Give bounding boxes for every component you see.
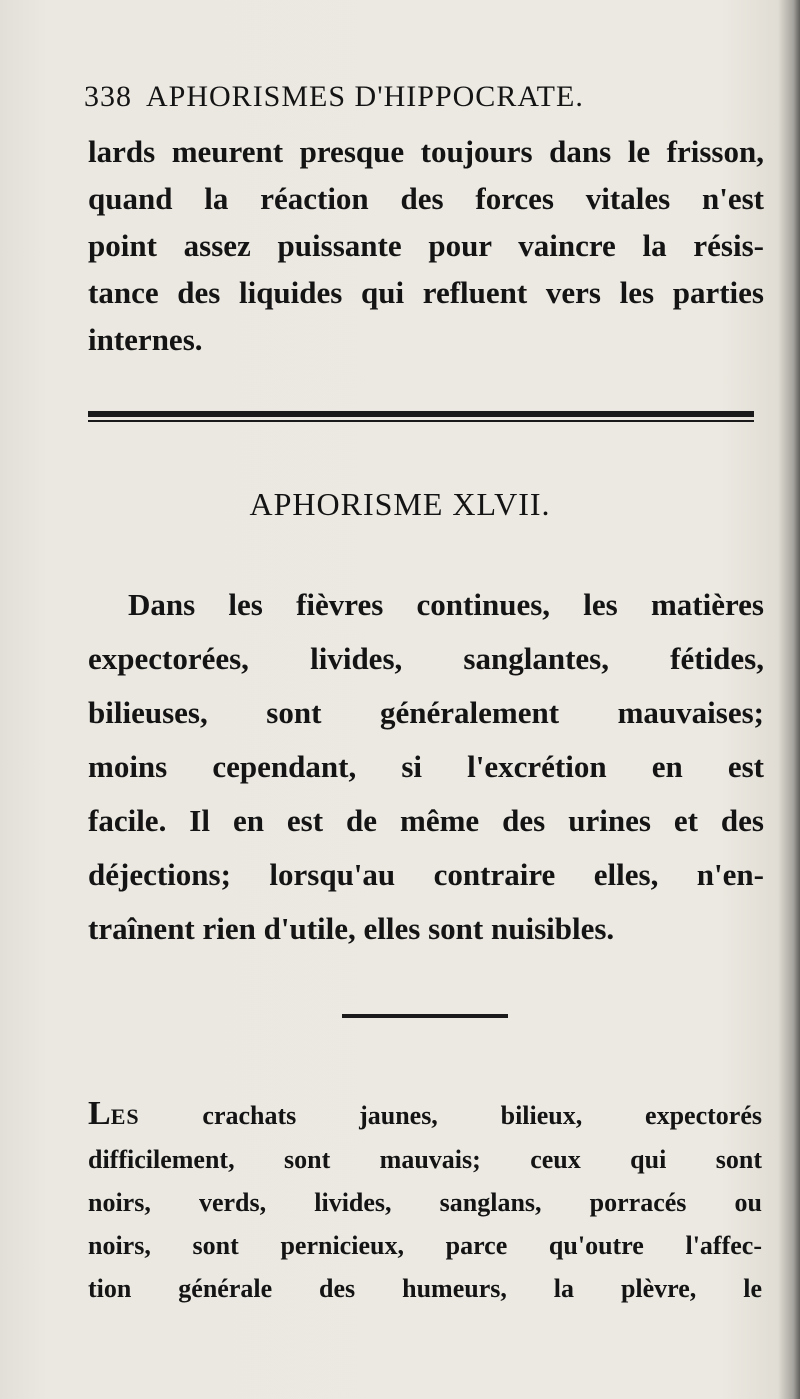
commentary-line: difficilement, sont mauvais; ceux qui sont bbox=[88, 1145, 762, 1174]
aphorism-line: bilieuses, sont généralement mauvaises; bbox=[88, 695, 764, 730]
short-rule-divider bbox=[342, 1014, 508, 1018]
commentary-first-line-rest: crachats jaunes, bilieux, expectorés bbox=[139, 1101, 762, 1130]
aphorism-text bbox=[88, 578, 764, 956]
commentary-line: tion générale des humeurs, la plèvre, le bbox=[88, 1274, 762, 1303]
aphorism-line: traînent rien d'utile, elles sont nuisibles. bbox=[88, 911, 615, 946]
aphorism-line: facile. Il en est de même des urines et des bbox=[88, 803, 764, 838]
continuation-paragraph bbox=[88, 128, 764, 363]
aphorism-line: expectorées, livides, sanglantes, fétides, bbox=[88, 641, 764, 676]
commentary-line: noirs, sont pernicieux, parce qu'outre l'affec- bbox=[88, 1231, 762, 1260]
aphorism-line: Dans les fièvres continues, les matières bbox=[128, 587, 764, 622]
dropcap-letter: L bbox=[88, 1095, 111, 1132]
page-edge-shadow bbox=[778, 0, 800, 1399]
commentary-text bbox=[88, 1092, 762, 1310]
aphorism-line: moins cependant, si l'excrétion en est bbox=[88, 749, 764, 784]
commentary-line: noirs, verds, livides, sanglans, porracés ou bbox=[88, 1188, 762, 1217]
continuation-line: internes. bbox=[88, 322, 203, 357]
smallcaps-text: ES bbox=[110, 1104, 140, 1129]
commentary-first-line bbox=[88, 1092, 762, 1138]
aphorism-title: APHORISME XLVII. bbox=[249, 486, 551, 522]
running-title: APHORISMES D'HIPPOCRATE. bbox=[146, 80, 584, 113]
running-header bbox=[84, 80, 744, 114]
double-rule-divider bbox=[88, 411, 754, 422]
page-number: 338 bbox=[84, 80, 132, 113]
continuation-line: point assez puissante pour vaincre la résis- bbox=[88, 228, 764, 263]
continuation-line: lards meurent presque toujours dans le frisson, bbox=[88, 134, 764, 169]
continuation-line: tance des liquides qui refluent vers les parties bbox=[88, 275, 764, 310]
continuation-line: quand la réaction des forces vitales n'est bbox=[88, 181, 764, 216]
aphorism-line: déjections; lorsqu'au contraire elles, n'en- bbox=[88, 857, 764, 892]
